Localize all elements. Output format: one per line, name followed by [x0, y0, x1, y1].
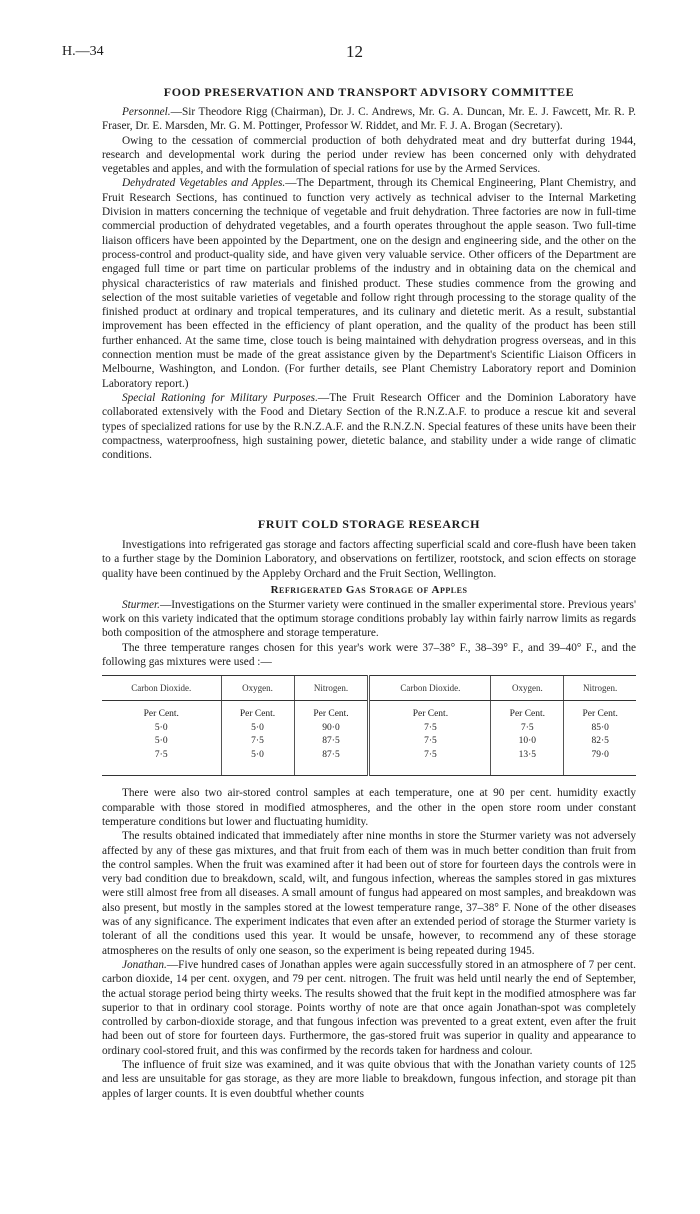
- unit-cell: Per Cent.: [369, 701, 491, 722]
- table-cell: 82·5: [564, 735, 636, 749]
- paragraph-text: —Sir Theodore Rigg (Chairman), Dr. J. C. Andrews, Mr. G. A. Duncan, Mr. E. J. Fawcett, Mr. R. P. Fraser, Dr. E. Marsden, Mr. G. M. Pottinger, Professor W. Riddet, and Mr. F. J. A. Brogan (Secretary).: [102, 106, 636, 133]
- table-cell: 87·5: [294, 735, 369, 749]
- paragraph: The results obtained indicated that immediately after nine months in store the Sturmer variety was not adversely affected by any of these gas mixtures, and that fruit from each of them was in much better condition than fruit from the control samples. When the fruit was examined after it had been out of store for fourteen days the controls were in very bad condition due to breakdown, scald, wilt, and fungous infection, whereas the samples stored in gas mixtures were still almost free from all diseases. A small amount of fungus had appeared on most samples, and breakdown was also present, but mostly in the samples stored at the lowest temperature range, 37–38° F. None of the other diseases was of any significance. The experiment indicates that even after an extended period of storage the Sturmer variety is tolerant of all the conditions used this year. It would be unsafe, however, to recommend any of these storage atmospheres on the results of only one season, so the experiment is being repeated during 1945.: [102, 830, 636, 957]
- table-cell: 7·5: [369, 749, 491, 776]
- column-header: Oxygen.: [221, 676, 294, 701]
- column-header: Oxygen.: [491, 676, 564, 701]
- paragraph-sturmer: [102, 598, 636, 641]
- paragraph-text: —Five hundred cases of Jonathan apples were again successfully stored in an atmosphere of 7 per cent. carbon dioxide, 14 per cent. oxygen, and 79 per cent. nitrogen. The fruit was held until nearly the end of September, the actual storage period being thirty weeks. The results showed that the fruit kept in the modified atmosphere was far superior to that in ordinary cool storage. Points worthy of note are that once again Jonathan-spot was completely controlled by carbon-dioxide storage, and that fungous infection was prevented to a great extent, even after the fruit had been out of store for fourteen days. Furthermore, the gas-stored fruit was superior in quality and appearance to ordinary cool-stored fruit, and this was confirmed by the records taken for hardness and colour.: [102, 958, 636, 1057]
- unit-cell: Per Cent.: [294, 701, 369, 722]
- paragraph: Owing to the cessation of commercial production of both dehydrated meat and dry butterfat during 1944, research and developmental work during the period under review has been concerned only with dehydrated vegetables and apples, and with the formulation of special rations for use by the Armed Services.: [102, 134, 636, 176]
- column-header: Nitrogen.: [564, 676, 636, 701]
- paragraph-text: —The Department, through its Chemical Engineering, Plant Chemistry, and Fruit Research Sections, has continued to function very actively as technical adviser to the Internal Marketing Division in matters concerning the technique of vegetable and fruit dehydration. Three factories are now in full-time commercial production of dehydrated vegetables, and a fourth operates throughout the apple season. Two full-time liaison officers have been appointed by the Department, one on the design and engineering side, and the other on the process-control and product-quality side, and have given very valuable service. Other officers of the Department are engaged full time or part time on particular problems of the industry and in obtaining data on the chemical and physical characteristics of raw materials and finished product. These studies commence from the growing and selection of the most suitable varieties of vegetable and follow right through processing to the storage quality of the finished product at ordinary and tropical temperatures, and its culinary and dietetic merit. As a result, substantial improvement has been effected in the efficiency of plant operation, and the quality of the product has been still further enhanced. At the same time, close touch is being maintained with dehydration progress overseas, and in this connection mention must be made of the great assistance given by the Department's Scientific Liaison Officers in Melbourne, Washington, and London. (For further details, see Plant Chemistry Laboratory report and Dominion Laboratory report.): [102, 177, 636, 390]
- section-fruit-cold-storage: [102, 517, 636, 1101]
- run-in-heading: Jonathan.: [122, 958, 167, 971]
- table-cell: 5·0: [221, 722, 294, 736]
- table-cell: 5·0: [154, 722, 168, 733]
- table-row: [102, 735, 636, 749]
- section-title: FOOD PRESERVATION AND TRANSPORT ADVISORY COMMITTEE: [163, 85, 575, 99]
- paragraph: There were also two air-stored control samples at each temperature, one at 90 per cent. humidity exactly comparable with those stored in modified atmospheres, and the other in the open store room under constant temperature conditions but lower and fluctuating humidity.: [102, 787, 636, 828]
- section-title: FRUIT COLD STORAGE RESEARCH: [257, 517, 481, 531]
- table-cell: 87·5: [294, 749, 369, 776]
- paragraph-text: —Investigations on the Sturmer variety were continued in the smaller experimental store. Previous years' work on this variety indicated that the optimum storage conditions probably lay within fairly narrow limits as regards both composition of the atmosphere and storage temperature.: [102, 598, 636, 640]
- section-food-preservation: [102, 85, 636, 462]
- gas-mixtures-table: [102, 675, 636, 776]
- paragraph-text: —The Fruit Research Officer and the Dominion Laboratory have collaborated extensively with the Food and Dietary Section of the R.N.Z.A.F. to produce a rescue kit and several types of specialized rations for use by the R.N.Z.A.F. and the R.N.Z.N. Special features of these units have been their compactness, waterproofness, high sustaining power, dietetic balance, and stability under a wide range of climatic conditions.: [102, 391, 637, 462]
- table-cell: 79·0: [564, 749, 636, 776]
- paragraph-dehydrated: [102, 176, 636, 390]
- column-header: Nitrogen.: [294, 676, 369, 701]
- unit-row: [102, 701, 636, 722]
- paragraph-jonathan: [102, 958, 636, 1058]
- table-header-row: [102, 676, 636, 701]
- document-reference: H.—34: [62, 44, 104, 59]
- table-cell: 13·5: [491, 749, 564, 776]
- page-number: 12: [346, 42, 363, 61]
- paragraph: Investigations into refrigerated gas storage and factors affecting superficial scald and core-flush have been taken to a further stage by the Dominion Laboratory, and observations on fertilizer, rootstock, and scion effects on storage quality have been continued by the Appleby Orchard and the Fruit Section, Wellington.: [102, 539, 636, 580]
- run-in-heading: Dehydrated Vegetables and Apples.: [122, 177, 286, 190]
- table-cell: 7·5: [491, 722, 564, 736]
- run-in-heading: Sturmer.: [122, 598, 160, 611]
- unit-cell: Per Cent.: [143, 709, 179, 720]
- table-row: [102, 722, 636, 736]
- table-row: [102, 749, 636, 776]
- unit-cell: Per Cent.: [221, 701, 294, 722]
- table-cell: 7·5: [221, 735, 294, 749]
- column-header: Carbon Dioxide.: [102, 676, 221, 701]
- paragraph: The influence of fruit size was examined, and it was quite obvious that with the Jonathan variety counts of 125 and less are unsuitable for gas storage, as they are more liable to breakdown, fungous infection, and storage pit than apples of larger counts. It is even doubtful whether counts: [102, 1059, 636, 1100]
- table-cell: 90·0: [294, 722, 369, 736]
- unit-cell: Per Cent.: [491, 701, 564, 722]
- run-in-heading: Special Rationing for Military Purposes.: [122, 391, 318, 404]
- table-cell: 5·0: [154, 736, 168, 747]
- subsection-title: Refrigerated Gas Storage of Apples: [270, 583, 468, 596]
- paragraph-rationing: [102, 391, 636, 462]
- paragraph: The three temperature ranges chosen for this year's work were 37–38° F., 38–39° F., and 39–40° F., and the following gas mixtures were used :—: [102, 641, 636, 669]
- table-cell: 5·0: [221, 749, 294, 776]
- table-cell: 10·0: [491, 735, 564, 749]
- table-cell: 85·0: [564, 722, 636, 736]
- unit-cell: Per Cent.: [564, 701, 636, 722]
- table-cell: 7·5: [102, 749, 221, 776]
- run-in-heading: Personnel.: [122, 106, 171, 118]
- table-cell: 7·5: [369, 722, 491, 736]
- table-cell: 7·5: [369, 735, 491, 749]
- paragraph-personnel: [102, 105, 636, 134]
- column-header: Carbon Dioxide.: [369, 676, 491, 701]
